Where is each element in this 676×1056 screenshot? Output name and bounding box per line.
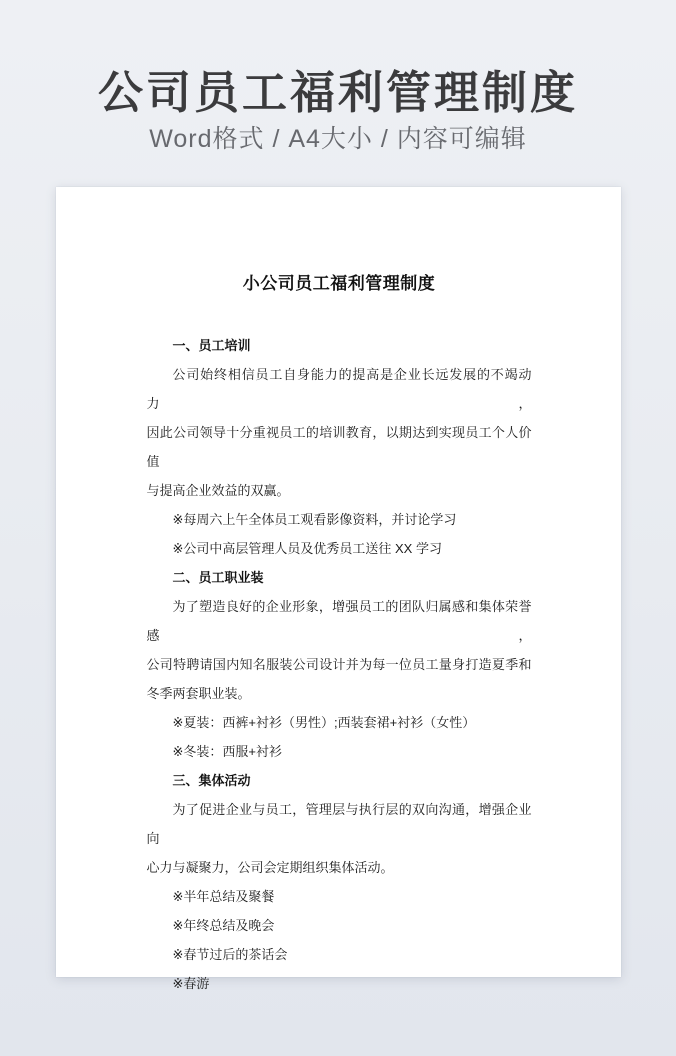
doc-line: ※公司中高层管理人员及优秀员工送往 XX 学习 [172, 541, 442, 556]
document-title: 小公司员工福利管理制度 [242, 274, 436, 293]
doc-line: ※夏装：西裤+衬衫（男性）;西装套裙+衬衫（女性） [172, 715, 476, 730]
doc-line: ※年终总结及晚会 [172, 918, 275, 933]
section-heading: 一、员工培训 [172, 338, 251, 353]
template-format-subtitle: Word格式 / A4大小 / 内容可编辑 [149, 125, 527, 153]
doc-line: ※春节过后的茶话会 [172, 947, 288, 962]
section-heading: 二、员工职业装 [172, 570, 264, 585]
doc-line: ※每周六上午全体员工观看影像资料，并讨论学习 [172, 512, 457, 527]
doc-line: 为了塑造良好的企业形象，增强员工的团队归属感和集体荣誉感， [146, 599, 532, 643]
document-body [147, 331, 532, 998]
doc-line: 与提高企业效益的双赢。 [146, 483, 290, 498]
doc-line: ※春游 [172, 976, 210, 991]
section-heading: 三、集体活动 [172, 773, 251, 788]
doc-line: 因此公司领导十分重视员工的培训教育，以期达到实现员工个人价值 [146, 425, 532, 469]
doc-line: 公司特聘请国内知名服装公司设计并为每一位员工量身打造夏季和 [146, 657, 532, 672]
doc-line: 公司始终相信员工自身能力的提高是企业长远发展的不竭动力， [146, 367, 532, 411]
doc-line: 心力与凝聚力，公司会定期组织集体活动。 [146, 860, 394, 875]
doc-line: ※冬装：西服+衬衫 [172, 744, 282, 759]
document-page [56, 187, 621, 991]
template-title: 公司员工福利管理制度 [97, 67, 578, 118]
doc-line: 为了促进企业与员工，管理层与执行层的双向沟通，增强企业向 [146, 802, 532, 846]
doc-line: ※半年总结及聚餐 [172, 889, 275, 904]
header-banner [0, 0, 676, 187]
doc-line: 冬季两套职业装。 [146, 686, 251, 701]
